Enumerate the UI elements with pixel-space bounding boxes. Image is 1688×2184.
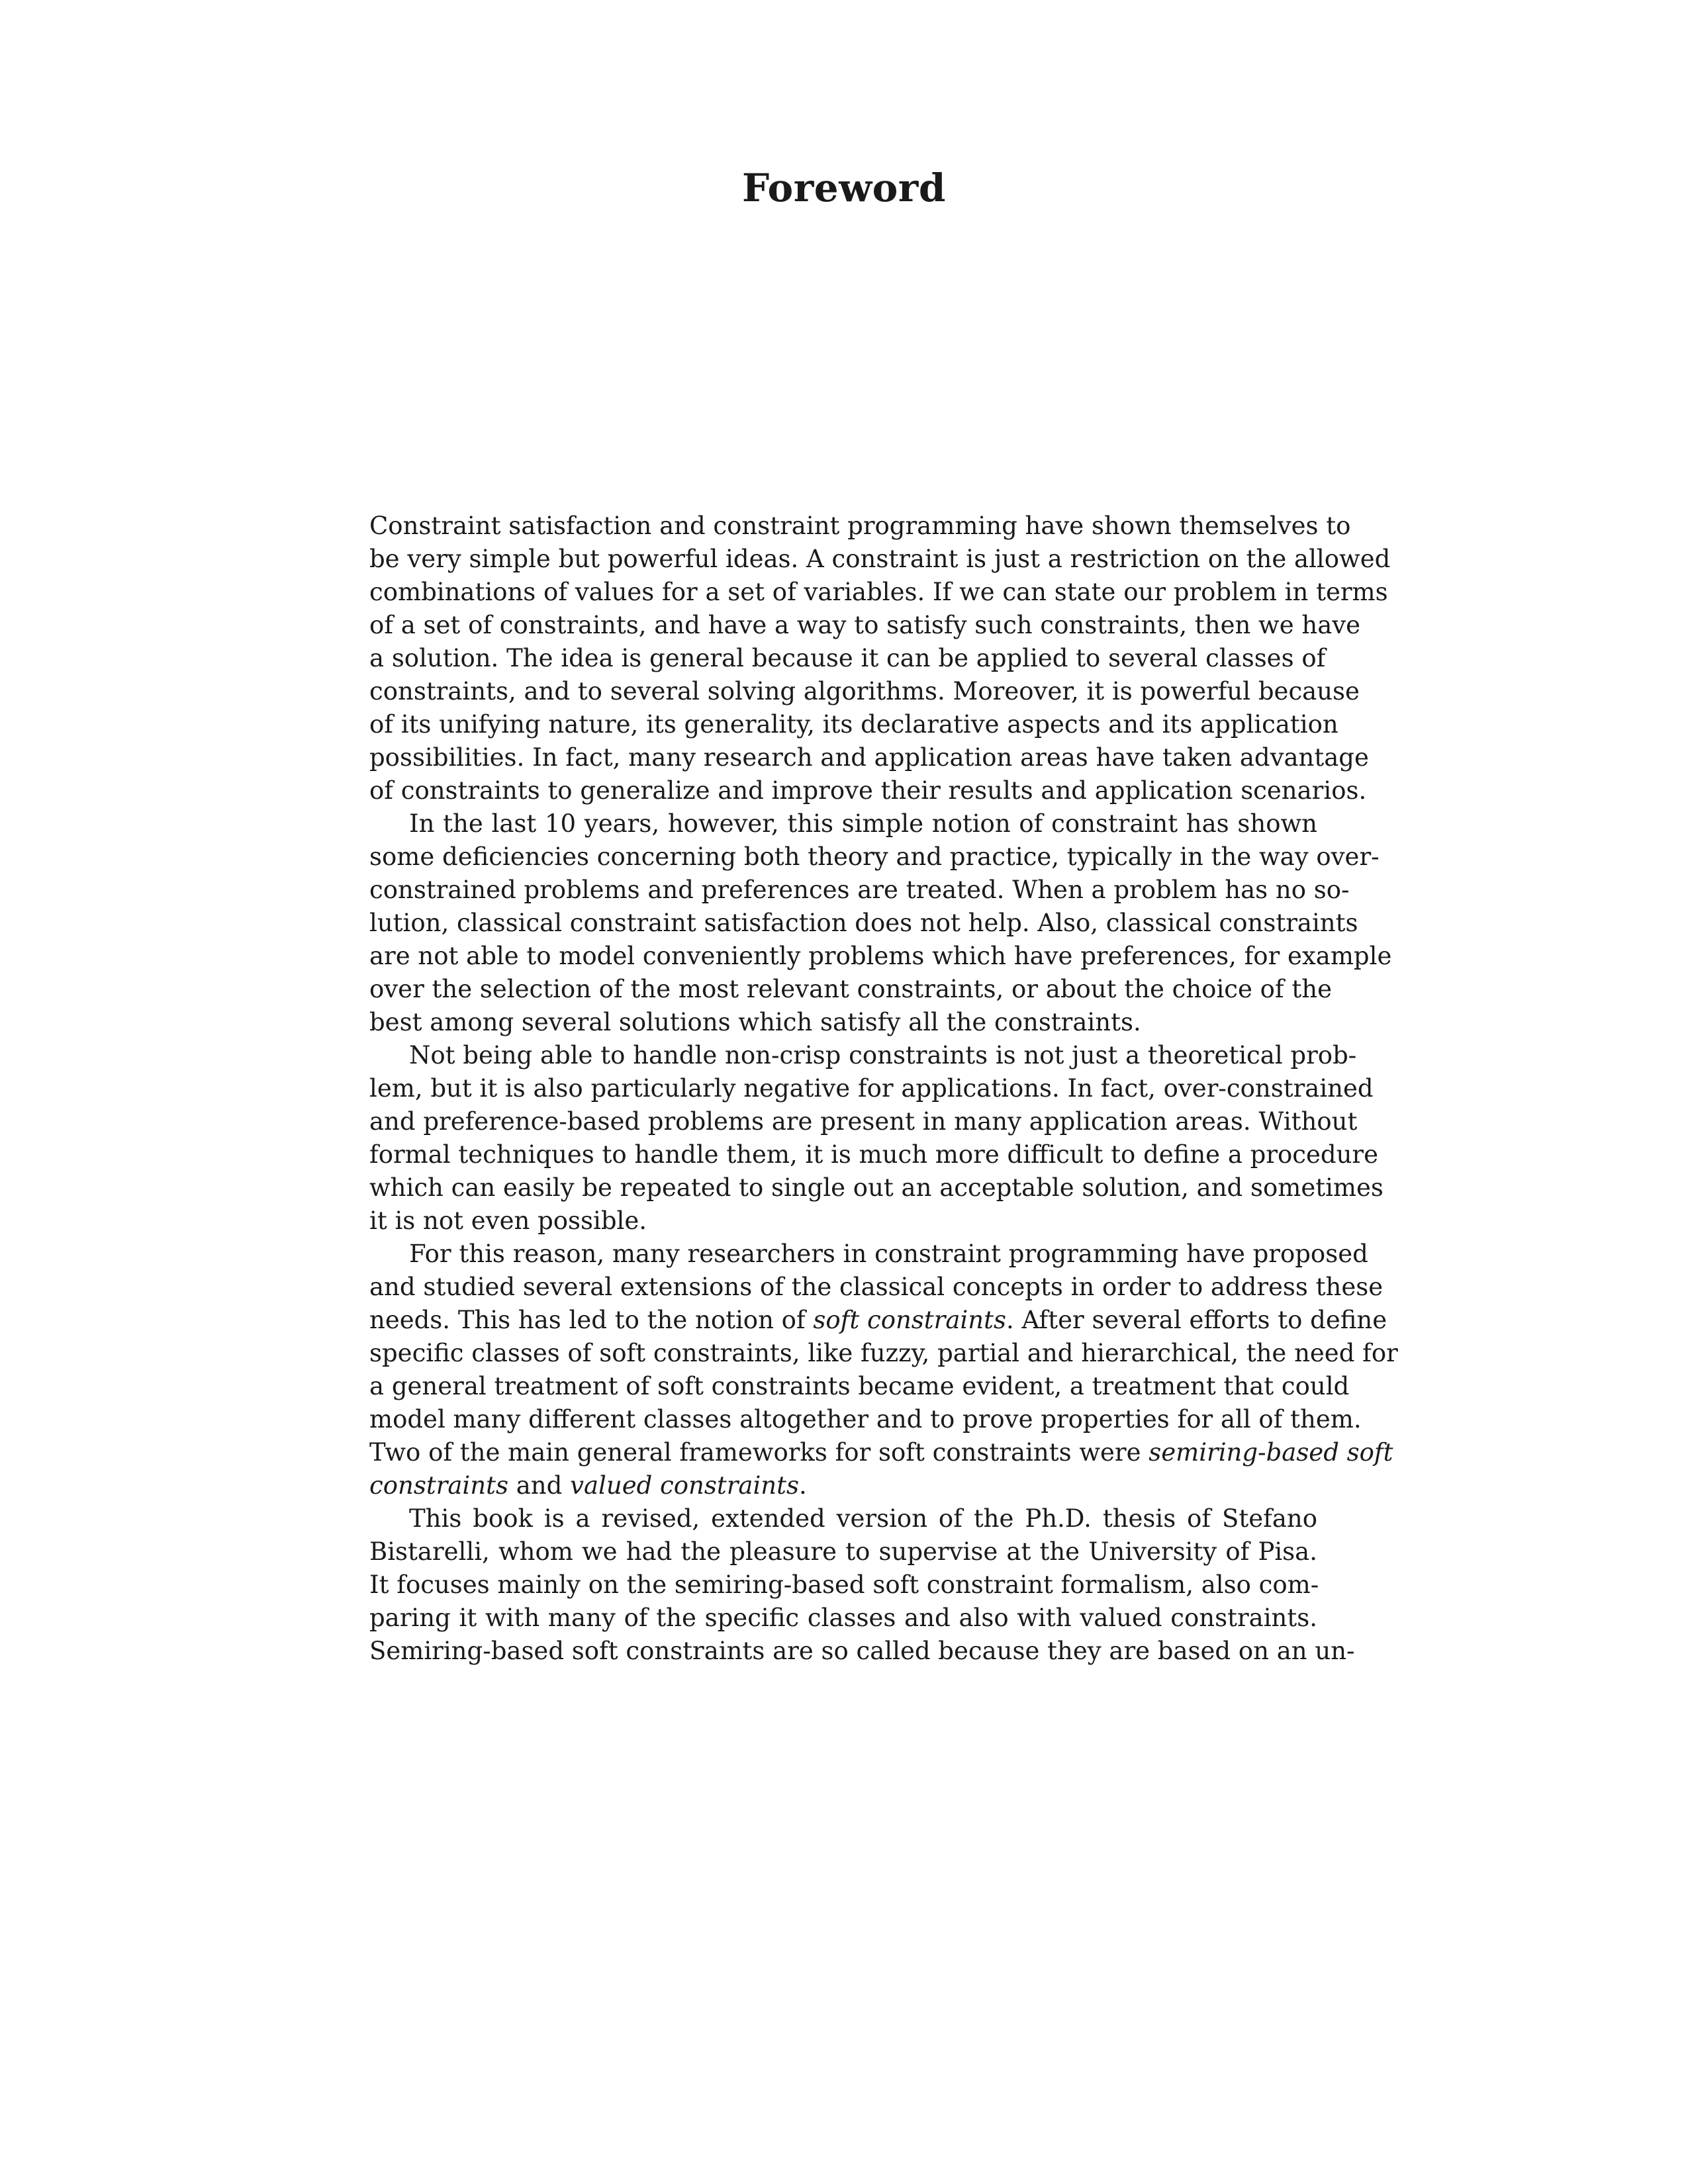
text-line: of its unifying nature, its generality, its declarative aspects and its application [369, 710, 1338, 739]
text-line [369, 1304, 1387, 1337]
text-line: a general treatment of soft constraints became evident, a treatment that could [369, 1372, 1350, 1400]
text-line: possibilities. In fact, many research and application areas have taken advantage [369, 743, 1369, 772]
text-line: of a set of constraints, and have a way to satisfy such constraints, then we have [369, 611, 1361, 639]
page-title: Foreword [742, 165, 946, 210]
text-line: best among several solutions which satisfy all the constraints. [369, 1008, 1141, 1036]
text-line: specific classes of soft constraints, like fuzzy, partial and hierarchical, the need for [369, 1339, 1398, 1367]
paragraph [369, 807, 1392, 1039]
text-line: It focuses mainly on the semiring-based soft constraint formalism, also com- [369, 1570, 1319, 1599]
emphasis-text: constraints [369, 1471, 508, 1500]
text-line: Bistarelli, whom we had the pleasure to supervise at the University of Pisa. [369, 1537, 1317, 1566]
text-line: lem, but it is also particularly negative for applications. In fact, over-constrained [369, 1074, 1374, 1103]
text-line: of constraints to generalize and improve their results and application scenarios. [369, 776, 1367, 805]
text-line [369, 1436, 1393, 1469]
text-line: constrained problems and preferences are treated. When a problem has no so- [369, 876, 1350, 904]
text-segment: . [798, 1471, 807, 1500]
paragraph [369, 1502, 1355, 1668]
text-line: over the selection of the most relevant constraints, or about the choice of the [369, 975, 1332, 1003]
text-line: Not being able to handle non-crisp constraints is not just a theoretical prob- [409, 1041, 1357, 1069]
emphasis-text: soft constraints [813, 1306, 1006, 1334]
text-line: model many different classes altogether and to prove properties for all of them. [369, 1405, 1362, 1433]
text-line: some deficiencies concerning both theory and practice, typically in the way over- [369, 842, 1380, 871]
foreword-body [369, 510, 1398, 1668]
text-line: In the last 10 years, however, this simple notion of constraint has shown [409, 809, 1317, 838]
text-line: formal techniques to handle them, it is much more difficult to define a procedure [369, 1140, 1379, 1169]
text-line: a solution. The idea is general because it can be applied to several classes of [369, 644, 1326, 672]
text-line: paring it with many of the specific classes and also with valued constraints. [369, 1604, 1317, 1632]
paragraph [369, 1039, 1383, 1238]
text-line: This book is a revised, extended version of the Ph.D. thesis of Stefano [409, 1504, 1317, 1533]
text-segment: Two of the main general frameworks for soft constraints were [369, 1438, 1149, 1467]
text-line: and preference-based problems are present in many application areas. Without [369, 1107, 1358, 1136]
text-line: lution, classical constraint satisfaction does not help. Also, classical constraints [369, 909, 1358, 937]
text-segment: needs. This has led to the notion of [369, 1306, 814, 1334]
text-line: Semiring-based soft constraints are so called because they are based on an un- [369, 1637, 1355, 1665]
text-segment: and [508, 1471, 571, 1500]
text-line: it is not even possible. [369, 1206, 647, 1235]
text-line: and studied several extensions of the classical concepts in order to address these [369, 1273, 1383, 1301]
emphasis-text: valued constraints [570, 1471, 799, 1500]
paragraph [369, 1238, 1398, 1502]
text-line: which can easily be repeated to single out an acceptable solution, and sometimes [369, 1173, 1383, 1202]
emphasis-text: semiring-based soft [1149, 1438, 1393, 1467]
text-line: constraints, and to several solving algorithms. Moreover, it is powerful because [369, 677, 1360, 705]
text-line: are not able to model conveniently problems which have preferences, for example [369, 942, 1392, 970]
text-segment: . After several efforts to define [1006, 1306, 1387, 1334]
text-line: For this reason, many researchers in constraint programming have proposed [409, 1240, 1368, 1268]
text-line: be very simple but powerful ideas. A constraint is just a restriction on the allowed [369, 545, 1391, 573]
paragraph [369, 510, 1391, 807]
text-line: Constraint satisfaction and constraint programming have shown themselves to [369, 512, 1351, 540]
text-line: combinations of values for a set of variables. If we can state our problem in terms [369, 578, 1388, 606]
text-line [369, 1469, 1317, 1502]
